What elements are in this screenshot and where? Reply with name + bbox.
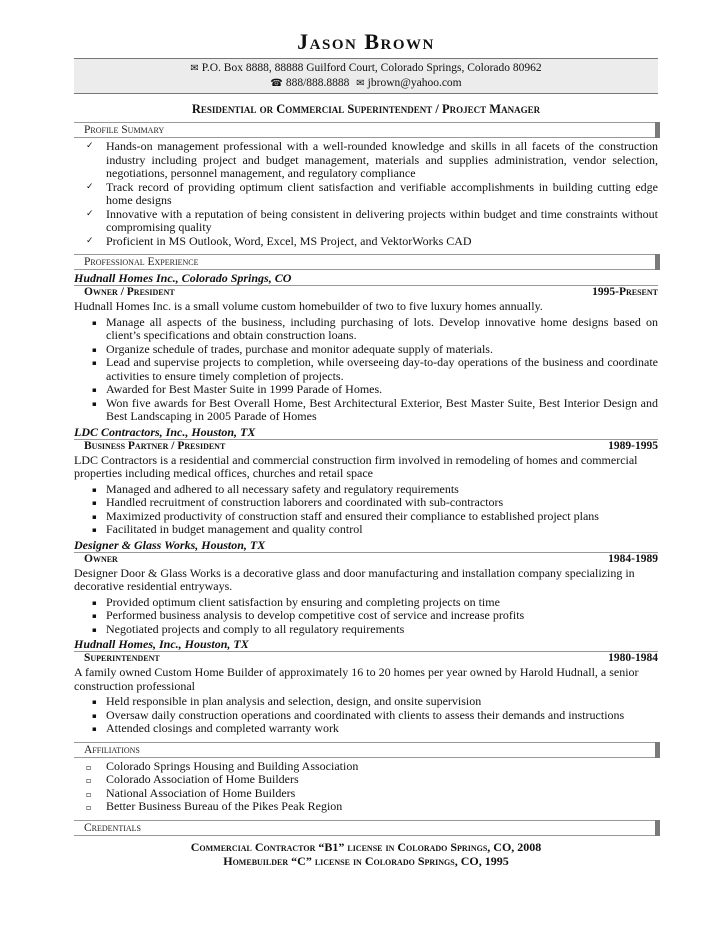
company-description: A family owned Custom Home Builder of approximately 16 to 20 homes per year owned by Harold Hudnall, a senior construction professional [74, 665, 639, 693]
phone-email-line [74, 76, 658, 91]
list-item: ▪ Performed business analysis to develop competitive cost of service and increase profits [92, 608, 525, 622]
company-name: Hudnall Homes, Inc., Houston, TX [74, 637, 658, 652]
list-item: ▪ Oversaw daily construction operations and coordinated with clients to assess their demands and instructions [92, 707, 625, 722]
list-item: ✓ Hands-on management professional with a well-rounded knowledge and skills in all facets of the construction industry including project and budget management, materials and supplies administration, vendor selection, negotiations, personnel management, and regulatory compliance [86, 139, 658, 180]
role-row [74, 440, 658, 453]
company-description: LDC Contractors is a residential and commercial construction firm involved in remodeling of homes and commercial properties including medical offices, churches and retail space [74, 452, 638, 480]
list-item: ▪ Negotiated projects and comply to all regulatory requirements [92, 621, 405, 636]
section-profile-summary: Profile Summary [74, 122, 658, 138]
list-item: ✓ Innovative with a reputation of being consistent in delivering projects within budget and time constraints without compromising quality [86, 206, 658, 234]
square-bullet-icon: ▪ [92, 399, 97, 408]
role-row [74, 286, 658, 299]
hollow-square-icon: ▫ [86, 789, 92, 799]
address-text: P.O. Box 8888, 88888 Guilford Court, Colorado Springs, Colorado 80962 [201, 62, 542, 74]
job-dates: 1989-1995 [608, 439, 658, 452]
company-name: Designer & Glass Works, Houston, TX [74, 538, 658, 553]
square-bullet-icon: ▪ [92, 698, 97, 706]
job-bullets [74, 695, 658, 736]
square-bullet-icon: ▪ [92, 711, 97, 720]
role-row [74, 553, 658, 566]
list-item: ▪ Won five awards for Best Overall Home, Best Architectural Exterior, Best Master Suite, Best Interior Design and Best Landscaping in 2005 Parade of Homes [92, 395, 658, 423]
job-role: Superintendent [84, 652, 160, 664]
square-bullet-icon: ▪ [92, 499, 97, 507]
list-item: ▪ Organize schedule of trades, purchase and monitor adequate supply of materials. [92, 341, 493, 356]
phone-icon: ☎ [270, 78, 283, 89]
affiliations-list [74, 760, 658, 814]
job-role: Owner [84, 552, 118, 565]
square-bullet-icon: ▪ [92, 526, 97, 534]
profile-list [74, 140, 658, 248]
list-item: ✓ Proficient in MS Outlook, Word, Excel, MS Project, and VektorWorks CAD [86, 233, 472, 248]
square-bullet-icon: ▪ [92, 359, 97, 367]
resume-page [74, 28, 658, 868]
square-bullet-icon: ▪ [92, 625, 97, 634]
check-icon: ✓ [86, 181, 94, 192]
candidate-name: Jason Brown [297, 29, 435, 54]
resume-headline: Residential or Commercial Superintendent / Project Manager [191, 102, 541, 116]
job-role: Business Partner / President [84, 439, 226, 452]
square-bullet-icon: ▪ [92, 598, 97, 607]
mail-icon: ✉ [190, 63, 199, 74]
list-item: ▫ Colorado Springs Housing and Building Association [86, 758, 359, 773]
list-item: ▫ Colorado Association of Home Builders [86, 772, 299, 786]
check-icon: ✓ [86, 235, 94, 246]
job-bullets [74, 596, 658, 637]
section-credentials: Credentials [74, 820, 658, 836]
check-icon: ✓ [86, 208, 94, 219]
square-bullet-icon: ▪ [92, 612, 97, 620]
job-dates: 1995-Present [592, 286, 658, 298]
contact-box [74, 58, 658, 94]
company-name: Hudnall Homes Inc., Colorado Springs, CO [74, 271, 658, 286]
list-item: ▪ Provided optimum client satisfaction by ensuring and completing projects on time [92, 594, 500, 609]
list-item: ▫ Better Business Bureau of the Pikes Peak Region [86, 799, 343, 813]
phone-text: 888/888.8888 [285, 77, 350, 89]
list-item: ✓ Track record of providing optimum client satisfaction and verifiable accomplishments in building cutting edge home designs [86, 179, 658, 207]
address-line [74, 61, 658, 76]
role-row [74, 652, 658, 665]
job-bullets [74, 316, 658, 424]
list-item: ▫ National Association of Home Builders [86, 785, 296, 800]
square-bullet-icon: ▪ [92, 485, 97, 494]
list-item: ▪ Handled recruitment of construction laborers and coordinated with sub-contractors [92, 495, 504, 509]
list-item: ▪ Attended closings and completed warranty work [92, 721, 339, 735]
email-link[interactable]: jbrown@yahoo.com [367, 77, 462, 89]
job-bullets [74, 483, 658, 537]
square-bullet-icon: ▪ [92, 386, 97, 394]
list-item: ▪ Managed and adhered to all necessary safety and regulatory requirements [92, 481, 459, 496]
company-name: LDC Contractors, Inc., Houston, TX [74, 425, 658, 440]
company-description: Hudnall Homes Inc. is a small volume custom homebuilder of two to five luxury homes annually. [74, 299, 543, 313]
company-description: Designer Door & Glass Works is a decorative glass and door manufacturing and installation company specializing in decorative residential entryways. [74, 565, 635, 593]
list-item: ▪ Lead and supervise projects to completion, while overseeing day-to-day operations of the business and coordinate activities to ensure timely completion of projects. [92, 355, 658, 383]
list-item: ▪ Held responsible in plan analysis and selection, design, and onsite supervision [92, 694, 482, 708]
job-role: Owner / President [84, 286, 175, 298]
hollow-square-icon: ▫ [86, 803, 92, 812]
square-bullet-icon: ▪ [92, 318, 97, 327]
square-bullet-icon: ▪ [92, 725, 97, 733]
job-dates: 1980-1984 [608, 652, 658, 664]
envelope-icon: ✉ [356, 78, 365, 89]
list-item: ▪ Maximized productivity of construction staff and ensured their compliance to established project plans [92, 508, 599, 523]
section-affiliations: Affiliations [74, 742, 658, 758]
hollow-square-icon: ▫ [86, 776, 92, 785]
list-item: ▪ Awarded for Best Master Suite in 1999 Parade of Homes. [92, 382, 383, 396]
credential-line: Homebuilder “C” license in Colorado Springs, CO, 1995 [223, 853, 509, 868]
check-icon: ✓ [86, 141, 94, 151]
credential-line: Commercial Contractor “B1” license in Colorado Springs, CO, 2008 [190, 839, 542, 854]
list-item: ▪ Facilitated in budget management and quality control [92, 522, 363, 536]
square-bullet-icon: ▪ [92, 345, 97, 354]
hollow-square-icon: ▫ [86, 762, 92, 772]
list-item: ▪ Manage all aspects of the business, including purchasing of lots. Develop innovative home designs based on client’s specifications and obtain construction loans. [92, 314, 658, 342]
square-bullet-icon: ▪ [92, 512, 97, 521]
section-professional-experience: Professional Experience [74, 254, 658, 270]
job-dates: 1984-1989 [608, 552, 658, 565]
